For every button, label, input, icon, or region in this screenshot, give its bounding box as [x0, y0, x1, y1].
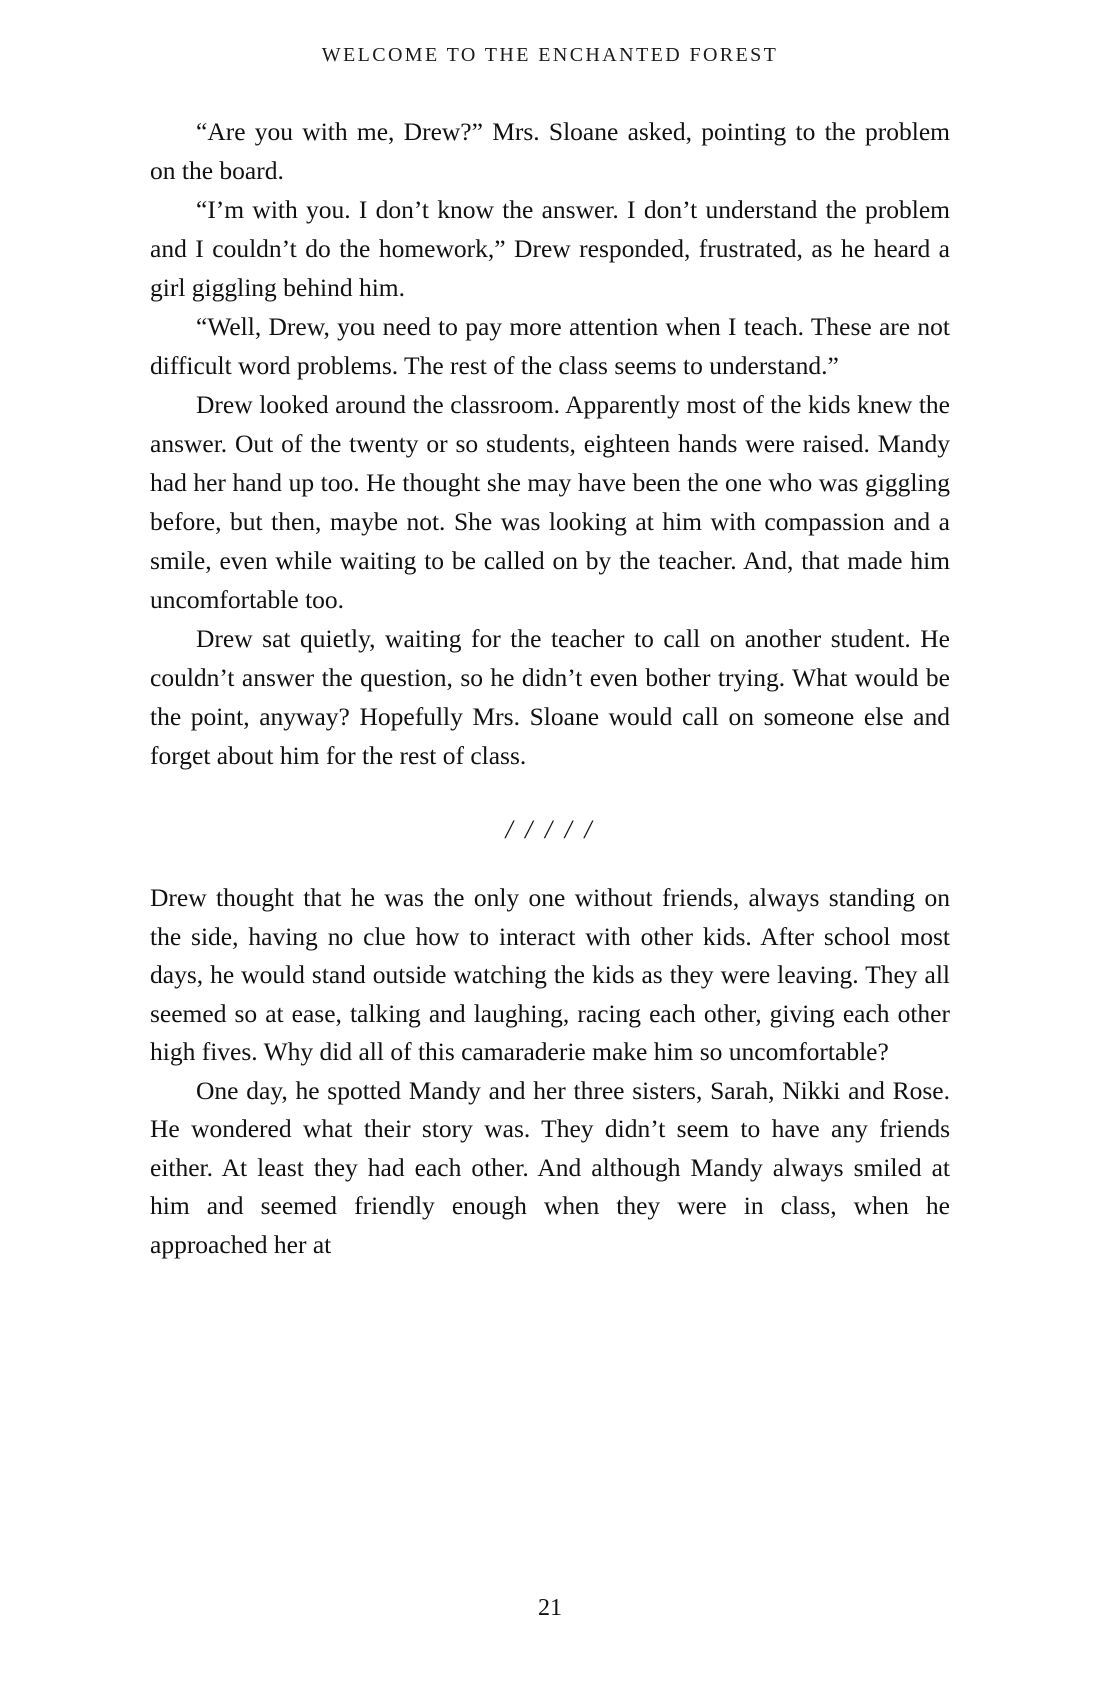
section-one [150, 112, 950, 775]
running-head: WELCOME TO THE ENCHANTED FOREST [321, 44, 779, 66]
paragraph: “I’m with you. I don’t know the answer. I don’t understand the problem and I couldn’t do the homework,” Drew responded, frustrated, as he heard a girl giggling behind him. [150, 195, 950, 302]
section-two [150, 879, 950, 1264]
paragraph: Drew sat quietly, waiting for the teacher to call on another student. He couldn’t answer the question, so he didn’t even bother trying. What would be the point, anyway? Hopefully Mrs. Sloane would call on someone else and forget about him for the rest of class. [150, 624, 950, 770]
page-number: 21 [538, 1595, 562, 1621]
paragraph: “Well, Drew, you need to pay more attention when I teach. These are not difficult word problems. The rest of the class seems to understand.” [150, 312, 950, 380]
scene-break-ornament: / / / / / [505, 815, 595, 844]
paragraph: Drew thought that he was the only one without friends, always standing on the side, having no clue how to interact with other kids. After school most days, he would stand outside watching the kids as they were leaving. They all seemed so at ease, talking and laughing, racing each other, giving each other high fives. Why did all of this camaraderie make him so uncomfortable? [150, 883, 950, 1066]
paragraph: Drew looked around the classroom. Apparently most of the kids knew the answer. Out of the twenty or so students, eighteen hands were raised. Mandy had her hand up too. He thought she may have been the one who was giggling before, but then, maybe not. She was looking at him with compassion and a smile, even while waiting to be called on by the teacher. And, that made him uncomfortable too. [150, 390, 950, 614]
paragraph: “Are you with me, Drew?” Mrs. Sloane asked, pointing to the problem on the board. [150, 117, 950, 185]
paragraph: One day, he spotted Mandy and her three sisters, Sarah, Nikki and Rose. He wondered what their story was. They didn’t seem to have any friends either. At least they had each other. And although Mandy always smiled at him and seemed friendly enough when they were in class, when he approached her at [150, 1075, 950, 1259]
body-text [150, 112, 950, 1264]
